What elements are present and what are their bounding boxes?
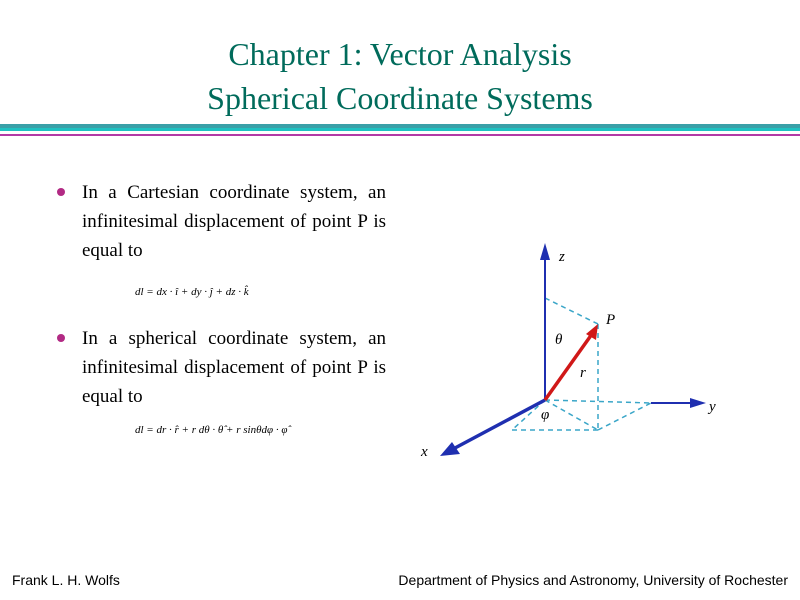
- theta-label: θ: [555, 332, 563, 348]
- footer-author: Frank L. H. Wolfs: [12, 572, 120, 588]
- x-axis-arrowhead: [440, 442, 460, 456]
- x-axis-label: x: [421, 444, 428, 460]
- footer-department: Department of Physics and Astronomy, University of Rochester: [398, 572, 788, 588]
- z-axis-arrowhead: [540, 243, 550, 260]
- slide-title-line1: Chapter 1: Vector Analysis: [228, 36, 572, 72]
- construction-lines: [512, 298, 651, 430]
- phi-label: φ: [541, 407, 550, 423]
- y-axis-arrowhead: [690, 398, 706, 408]
- z-axis-label: z: [559, 249, 565, 265]
- formula-spherical: dl = dr · r̂ + r dθ · θ̂ + r sinθdφ · φ̂: [135, 424, 288, 436]
- bullet-text-cartesian: In a Cartesian coordinate system, an infinitesimal displacement of point P is equal to: [82, 182, 386, 261]
- slide-title-line2: Spherical Coordinate Systems: [207, 80, 593, 116]
- x-axis: [455, 400, 545, 448]
- formula-cartesian: dl = dx · î + dy · ĵ + dz · k̂: [135, 286, 249, 298]
- r-vector-label: r: [580, 365, 586, 381]
- y-axis-label: y: [709, 399, 716, 415]
- point-p-label: P: [606, 312, 616, 328]
- bullet-text-spherical: In a spherical coordinate system, an infinitesimal displacement of point P is equal to: [82, 328, 386, 407]
